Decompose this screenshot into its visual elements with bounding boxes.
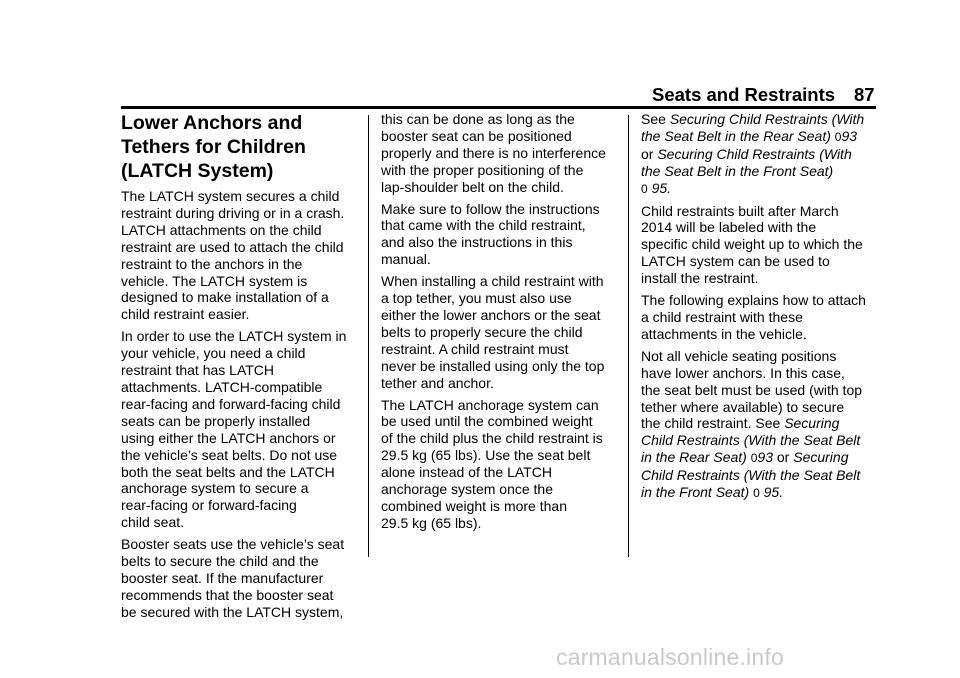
text-line: seats can be properly installed — [121, 412, 311, 429]
text-line: using either the LATCH anchors or — [121, 429, 336, 446]
text-line: that came with the child restraint, — [381, 217, 586, 234]
text-line: 29.5 kg (65 lbs). — [381, 514, 482, 531]
heading-line: Lower Anchors and — [121, 112, 303, 134]
text-line: your vehicle, you need a child — [121, 345, 306, 362]
text-line: both the seat belts and the LATCH — [121, 463, 335, 480]
page-arrow-icon: 0 — [753, 486, 760, 501]
text-line: of the child plus the child restraint is — [381, 430, 603, 447]
text-line: booster seat. If the manufacturer — [121, 569, 324, 586]
text-line: alone instead of the LATCH — [381, 464, 552, 481]
cross-reference-link[interactable]: Securing — [793, 449, 849, 466]
cross-reference-link[interactable]: in the Front Seat) — [641, 484, 750, 501]
text-line: the vehicle’s seat belts. Do not use — [121, 446, 338, 463]
paragraph — [381, 397, 621, 532]
column-divider-1 — [368, 115, 369, 557]
paragraph — [641, 111, 881, 198]
text-line: restraint during driving or in a crash. — [121, 204, 345, 221]
paragraph — [121, 328, 361, 531]
text-line: 29.5 kg (65 lbs). Use the seat belt — [381, 447, 591, 464]
text-line: attachments in the vehicle. — [641, 325, 807, 342]
paragraph — [381, 201, 621, 269]
page-number: 87 — [854, 84, 875, 105]
column-1 — [121, 111, 361, 626]
text-line: The LATCH system secures a child — [121, 188, 340, 204]
text-line: anchorage system once the — [381, 481, 553, 498]
cross-reference-link[interactable]: Securing — [784, 415, 840, 432]
text-line: the seat belt must be used (with top — [641, 381, 863, 398]
text-line: and also the instructions in this — [381, 234, 573, 251]
text-line: anchorage system to secure a — [121, 480, 309, 497]
heading-line: Tethers for Children — [121, 136, 306, 158]
text-line: properly and there is no interference — [381, 144, 606, 161]
text-line: vehicle. The LATCH system is — [121, 272, 308, 289]
paragraph — [641, 203, 881, 288]
text-line: child seat. — [121, 514, 185, 531]
text: or — [641, 145, 654, 162]
text-line: The LATCH anchorage system can — [381, 396, 599, 413]
text-line: belts to secure the child and the — [121, 553, 319, 570]
text-line: child restraint easier. — [121, 306, 250, 323]
text-line: specific child weight up to which the — [641, 236, 863, 253]
cross-reference-link[interactable]: Child Restraints (With the Seat Belt — [641, 432, 861, 449]
text: See — [641, 111, 666, 127]
text-line: belts to properly secure the child — [381, 323, 583, 340]
text: or — [776, 449, 790, 466]
text-line: designed to make installation of a — [121, 289, 329, 306]
text-line: recommends that the booster seat — [121, 586, 334, 603]
text-line: never be installed using only the top — [381, 357, 605, 374]
paragraph — [641, 292, 881, 343]
text-line: install the restraint. — [641, 270, 759, 287]
text-line: Not all vehicle seating positions — [641, 347, 837, 364]
text-line: booster seat can be positioned — [381, 127, 572, 144]
column-3 — [641, 111, 881, 507]
text-line: a child restraint with these — [641, 308, 803, 325]
text-line: have lower anchors. In this case, — [641, 364, 845, 381]
text-line: tether and anchor. — [381, 374, 494, 391]
cross-reference-link[interactable]: Securing Child Restraints (With — [669, 111, 865, 127]
text: the child restraint. See — [641, 415, 781, 432]
text-line: be secured with the LATCH system, — [121, 603, 344, 620]
text-line: with the proper positioning of the — [381, 161, 584, 178]
text-line: a top tether, you must also use — [381, 290, 572, 307]
text-line: restraint are used to attach the child — [121, 238, 344, 255]
paragraph — [121, 536, 361, 621]
text-line: restraint that has LATCH — [121, 362, 275, 379]
page-arrow-icon: 0 — [641, 181, 648, 196]
column-divider-2 — [628, 115, 629, 557]
heading-line: (LATCH System) — [121, 160, 274, 182]
text-line: LATCH system can be used to — [641, 253, 830, 270]
text-line: either the lower anchors or the seat — [381, 306, 601, 323]
section-title: Seats and Restraints — [652, 84, 836, 105]
text-line: When installing a child restraint with — [381, 273, 604, 290]
text-line: Child restraints built after March — [641, 202, 839, 219]
text-line: attachments. LATCH-compatible — [121, 378, 323, 395]
text-line: be used until the combined weight — [381, 413, 593, 430]
cross-reference-link[interactable]: in the Rear Seat) — [641, 449, 747, 466]
text-line: manual. — [381, 251, 431, 268]
cross-reference-link[interactable]: the Seat Belt in the Front Seat) — [641, 162, 834, 179]
page-reference[interactable]: 95. — [763, 484, 784, 501]
text-line: Make sure to follow the instructions — [381, 200, 600, 217]
page-reference[interactable]: 93 — [757, 449, 773, 466]
paragraph — [381, 111, 621, 196]
text-line: rear-facing or forward-facing — [121, 497, 297, 514]
text-line: Booster seats use the vehicle’s seat — [121, 536, 345, 553]
text-line: In order to use the LATCH system in — [121, 328, 347, 345]
text-line: restraint. A child restraint must — [381, 340, 569, 357]
text-line: lap-shoulder belt on the child. — [381, 178, 564, 195]
text-line: this can be done as long as the — [381, 111, 575, 127]
text-line: 2014 will be labeled with the — [641, 219, 817, 236]
paragraph — [381, 273, 621, 391]
page-reference[interactable]: 95. — [651, 179, 672, 196]
text-line: combined weight is more than — [381, 497, 567, 514]
text-line: restraint to the anchors in the — [121, 255, 303, 272]
section-heading — [121, 111, 361, 183]
header-rule — [121, 106, 876, 109]
text-line: tether where available) to secure — [641, 398, 845, 415]
text-line: The following explains how to attach — [641, 292, 866, 309]
cross-reference-link[interactable]: Child Restraints (With the Seat Belt — [641, 467, 861, 484]
watermark-text: carmanualsonline.info — [556, 644, 784, 670]
text-line: LATCH attachments on the child — [121, 221, 322, 238]
page-arrow-icon: 0 — [750, 451, 758, 466]
text-line: rear-facing and forward-facing child — [121, 395, 341, 412]
paragraph — [121, 188, 361, 323]
cross-reference-link[interactable]: the Seat Belt in the Rear Seat) — [641, 127, 831, 144]
paragraph — [641, 348, 881, 502]
column-2 — [381, 111, 621, 537]
page-arrow-icon: 0 — [834, 129, 842, 144]
cross-reference-link[interactable]: Securing Child Restraints (With — [657, 145, 852, 162]
page-reference[interactable]: 93 — [841, 127, 858, 144]
